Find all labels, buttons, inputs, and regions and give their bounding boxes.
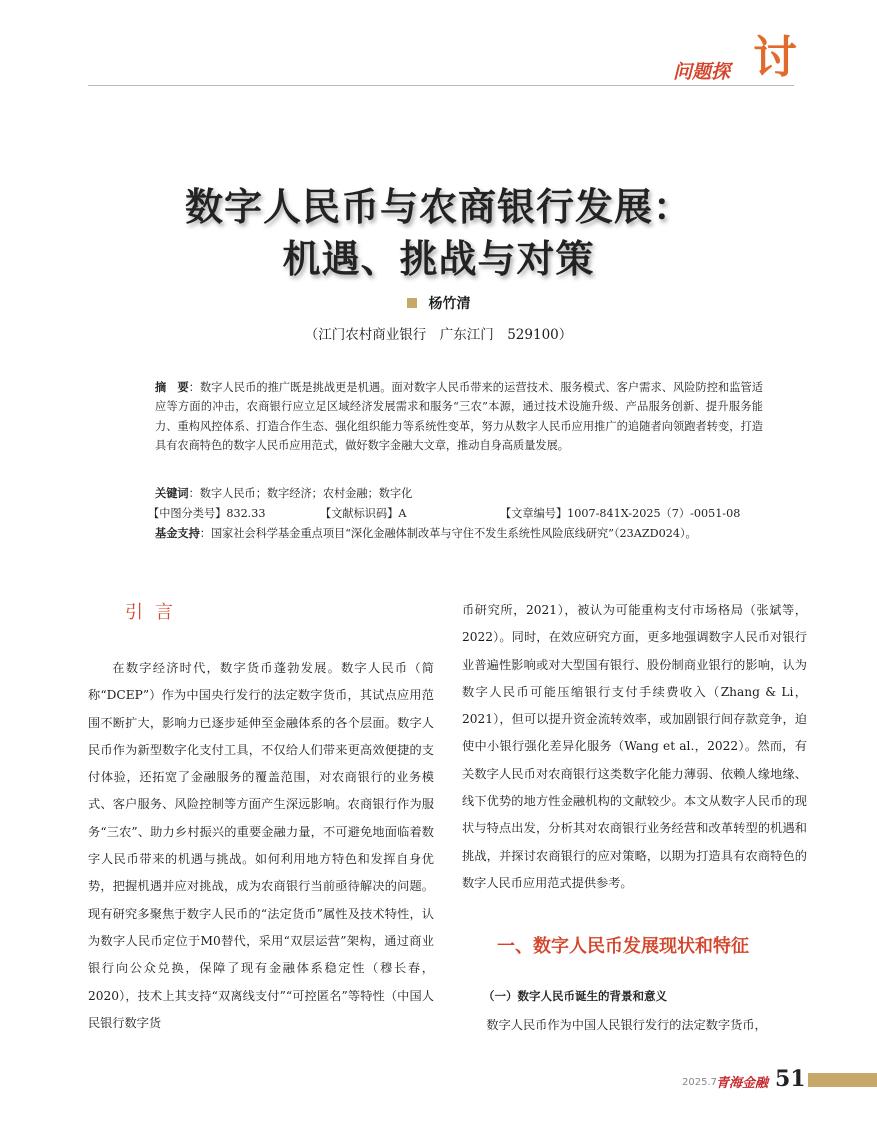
abstract-label: 摘 要 [155,381,189,394]
intro-right-paragraph: 币研究所，2021），被认为可能重构支付市场格局（张斌等，2022）。同时，在效应研究方面，更多地强调数字人民币对银行业普遍性影响或对大型国有银行、股份制商业银行的影响，认为数字人民币可能压缩银行支付手续费收入（Zhang & Li，2021），但可以提升资金流转效率，或加剧银行间存款竞争，迫使中小银行强化差异化服务（Wang et al.，2022）。然而，有关数字人民币对农商银行这类数字化能力薄弱、依赖人缘地缘、线下优势的地方性金融机构的文献较少。本文从数字人民币的现状与特点出发，分析其对农商银行业务经营和改革转型的机遇和挑战，并探讨农商银行的应对策略，以期为打造具有农商特色的数字人民币应用范式提供参考。 [462,603,807,890]
article-no-value: 1007-841X-2025（7）-0051-08 [567,507,741,520]
section-1-heading: 一、数字人民币发展现状和特征 [497,936,749,957]
keywords [155,485,412,501]
clc-label: 【中图分类号】 [148,507,227,520]
doc-code-value: A [398,507,407,520]
footer-date: 2025.7 [682,1077,717,1088]
clc-value: 832.33 [226,507,266,520]
page-number: 51 [775,1066,806,1092]
fund-label: 基金支持 [155,527,200,540]
intro-left-paragraph: 在数字经济时代，数字货币蓬勃发展。数字人民币（简称“DCEP”）作为中国央行发行的法定数字货币，其试点应用范围不断扩大，影响力已逐步延伸至金融体系的各个层面。数字人民币作为新型数字化支付工具，不仅给人们带来更高效便捷的支付体验，还拓宽了金融服务的覆盖范围，对农商银行的业务模式、客户服务、风险控制等方面产生深远影响。农商银行作为服务“三农”、助力乡村振兴的重要金融力量，不可避免地面临着数字人民币带来的机遇与挑战。如何利用地方特色和发挥自身优势，把握机遇并应对挑战，成为农商银行当前亟待解决的问题。现有研究多聚焦于数字人民币的“法定货币”属性及技术特性，认为数字人民币定位于M0替代，采用“双层运营”架构，通过商业银行向公众兑换，保障了现有金融体系稳定性（穆长春，2020），技术上其支持“双离线支付”“可控匿名”等特性（中国人民银行数字货 [88,661,434,1030]
doc-code-label: 【文献标识码】 [320,507,399,520]
header-rule [88,85,794,86]
keywords-text: ：数字人民币；数字经济；农村金融；数字化 [188,487,413,500]
author-name: 杨竹清 [428,296,471,312]
section-tag-big: 讨 [753,32,797,83]
doc-code [320,505,406,521]
intro-heading: 引言 [125,602,185,623]
section-tag [673,32,803,88]
intro-left-column [88,655,434,1037]
article-no [500,505,740,521]
intro-right-column [462,597,807,897]
keywords-label: 关键词 [155,487,189,500]
affiliation: （江门农村商业银行 广东江门 529100） [304,327,573,343]
footer-bar [808,1073,877,1087]
journal-logo: 青海金融 [716,1076,769,1091]
fund [129,524,763,543]
section-tag-small: 问题探 [673,61,731,83]
fund-text: ：国家社会科学基金重点项目“深化金融体制改革与守住不发生系统性风险底线研究”（23AZD024）。 [199,527,697,540]
article-no-label: 【文章编号】 [500,507,568,520]
abstract [129,378,763,455]
title-line-1: 数字人民币与农商银行发展： [184,184,692,229]
clc [148,505,265,521]
author [0,293,877,313]
author-square-icon [407,298,417,308]
section-1-paragraph: 数字人民币作为中国人民银行发行的法定数字货币， [486,1018,767,1032]
title-line-2: 机遇、挑战与对策 [282,236,595,281]
abstract-text: ：数字人民币的推广既是挑战更是机遇。面对数字人民币带来的运营技术、服务模式、客户需求、风险防控和监管适应等方面的冲击，农商银行应立足区域经济发展需求和服务“三农”本源，通过技术设施升级、产品服务创新、提升服务能力、重构风控体系、打造合作生态、强化组织能力等系统性变革，努力从数字人民币应用推广的追随者向领跑者转变，打造具有农商特色的数字人民币应用范式，做好数字金融大文章，推动自身高质量发展。 [155,381,763,452]
section-1-column [462,1012,807,1039]
subsection-1-heading: （一）数字人民币诞生的背景和意义 [483,989,667,1003]
